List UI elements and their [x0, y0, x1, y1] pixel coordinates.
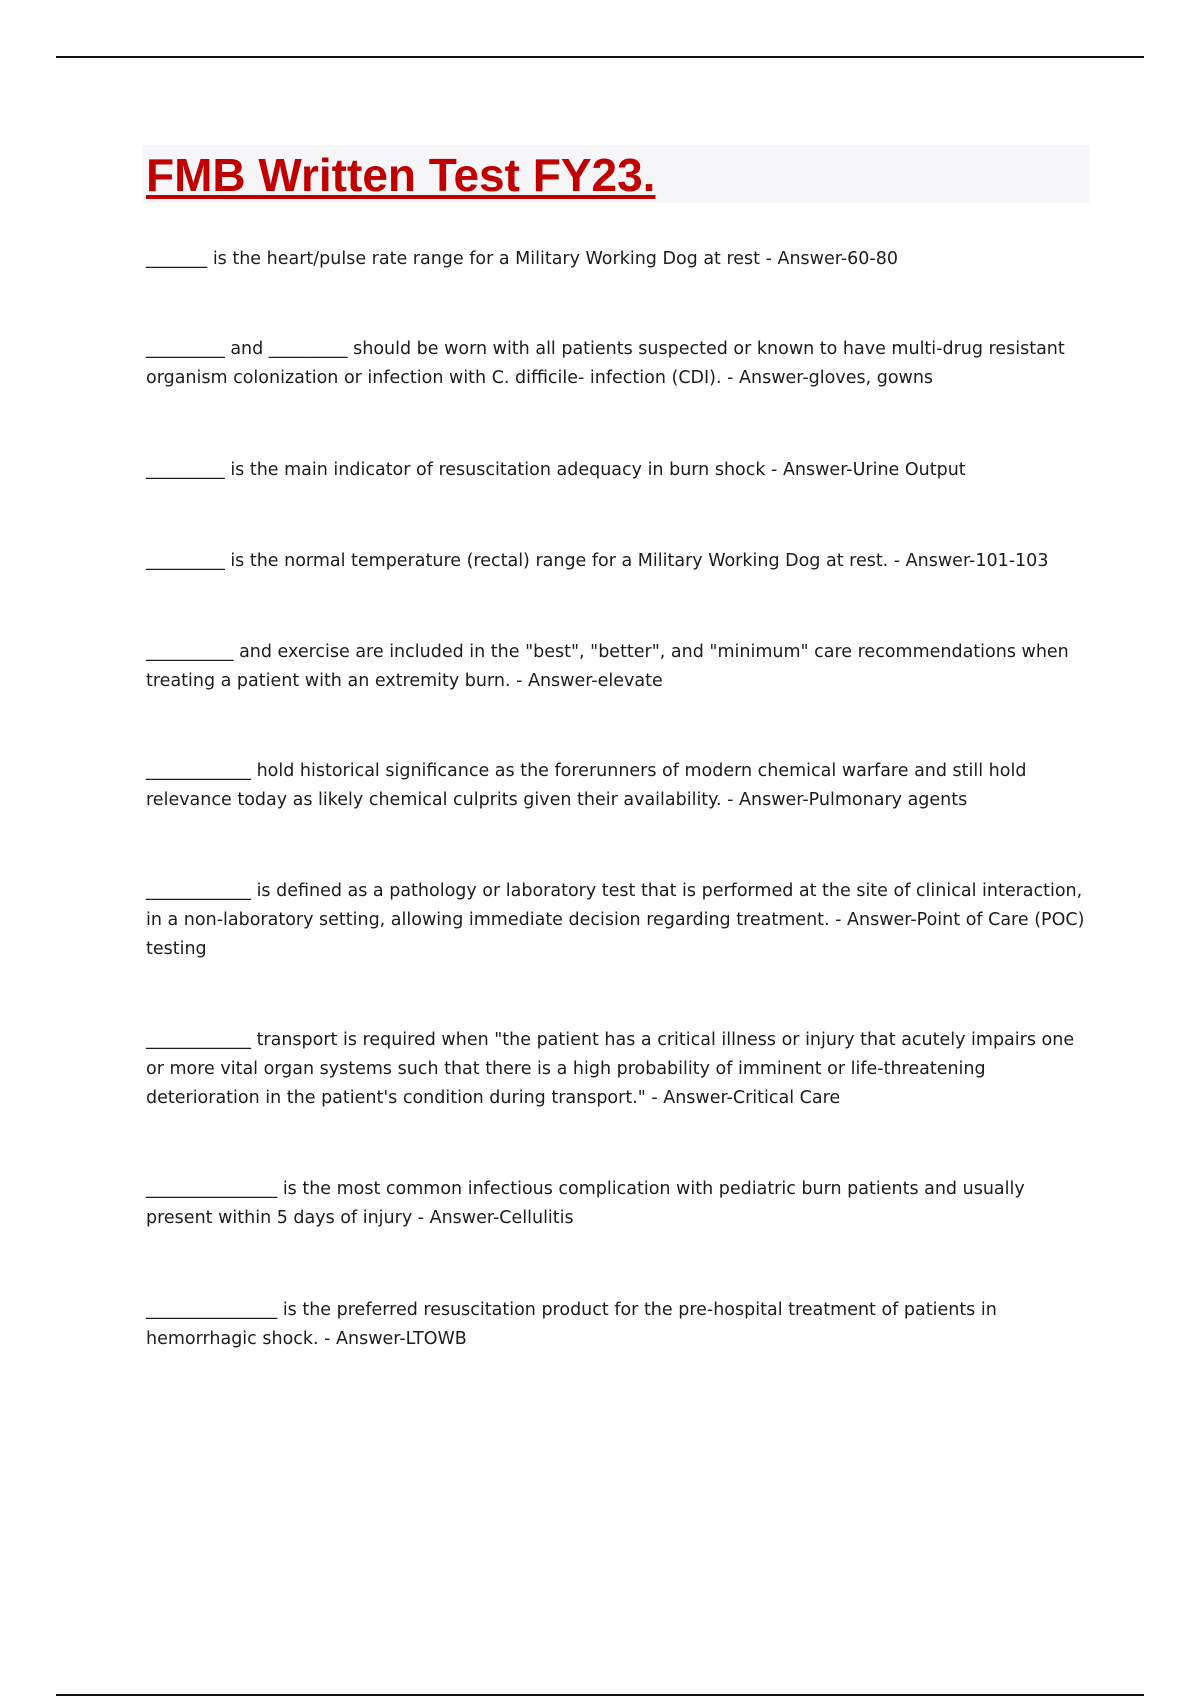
- question-item-6: ____________ hold historical significance as the forerunners of modern chemical warfare and still hold relevance today as likely chemical culprits given their availability. - Answer-Pulmonary agents: [146, 761, 1027, 810]
- question-item-3: _________ is the main indicator of resuscitation adequacy in burn shock - Answer-Urine Output: [146, 460, 966, 480]
- question-item-8: ____________ transport is required when "the patient has a critical illness or injury that acutely impairs one or more vital organ systems such that there is a high probability of imminent or life-threatening deterioration in the patient's condition during transport." - Answer-Critical Care: [146, 1030, 1075, 1108]
- question-item-1: _______ is the heart/pulse rate range for a Military Working Dog at rest - Answer-60-80: [146, 249, 898, 269]
- top-rule: [56, 56, 1144, 58]
- question-item-4: _________ is the normal temperature (rectal) range for a Military Working Dog at rest. - Answer-101-103: [146, 551, 1049, 571]
- bottom-rule: [56, 1694, 1144, 1696]
- document-title: FMB Written Test FY23.: [146, 149, 656, 201]
- question-item-7: ____________ is defined as a pathology or laboratory test that is performed at the site of clinical interaction, in a non-laboratory setting, allowing immediate decision regarding treatment. - Answer-Point of Care (POC) testing: [146, 881, 1085, 959]
- question-item-9: _______________ is the most common infectious complication with pediatric burn patients and usually present within 5 days of injury - Answer-Cellulitis: [146, 1179, 1025, 1228]
- question-item-2: _________ and _________ should be worn with all patients suspected or known to have multi-drug resistant organism colonization or infection with C. difficile- infection (CDI). - Answer-gloves, gowns: [146, 339, 1065, 388]
- question-item-5: __________ and exercise are included in the "best", "better", and "minimum" care recommendations when treating a patient with an extremity burn. - Answer-elevate: [146, 642, 1069, 691]
- question-item-10: _______________ is the preferred resuscitation product for the pre-hospital treatment of patients in hemorrhagic shock. - Answer-LTOWB: [146, 1300, 997, 1349]
